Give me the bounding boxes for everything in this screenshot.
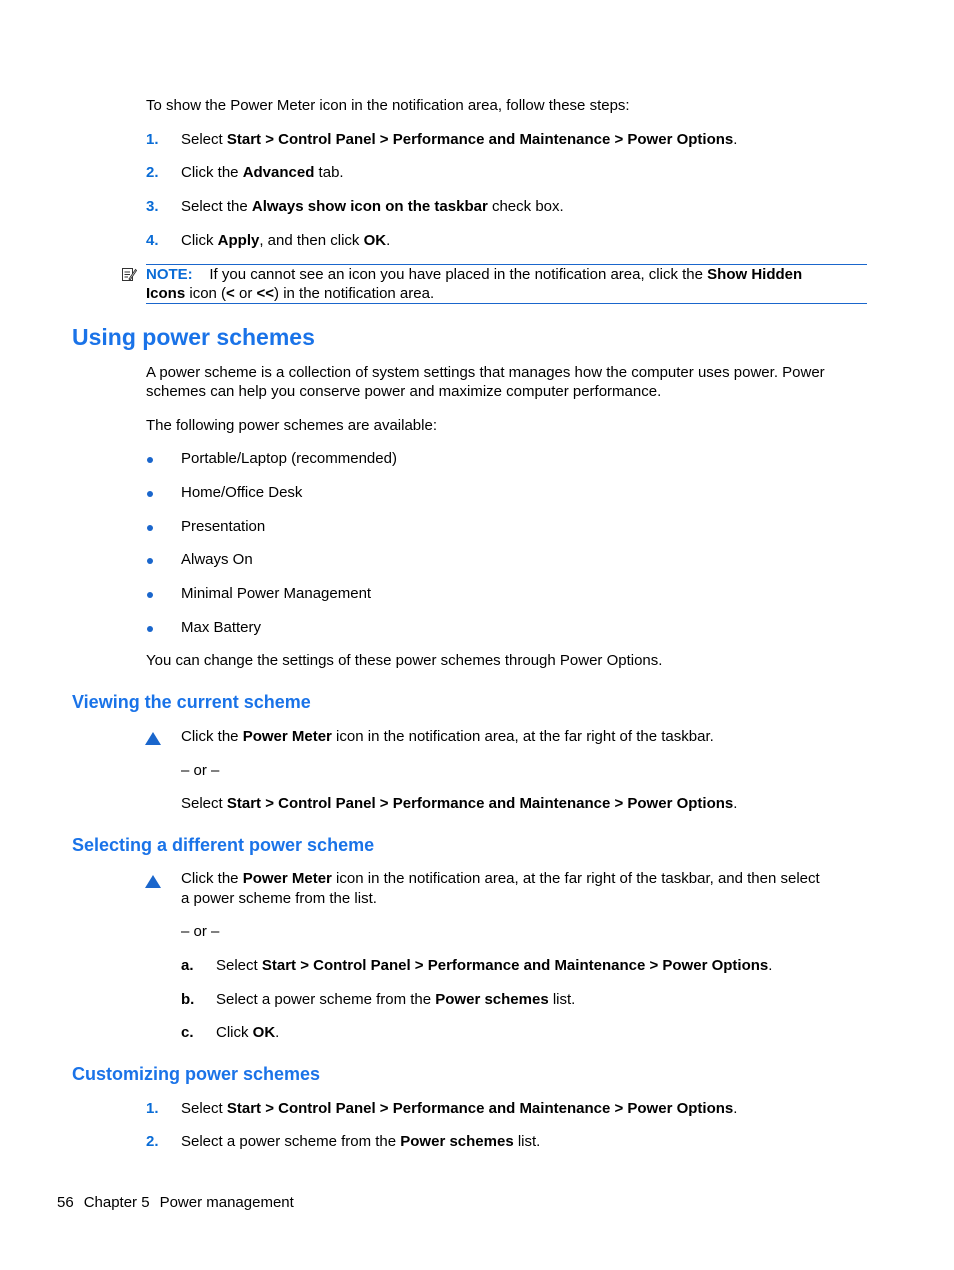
section-title: Using power schemes <box>72 324 315 350</box>
viewing-instruction: Click the Power Meter icon in the notification area, at the far right of the taskbar. <box>181 728 714 745</box>
scheme-item: Minimal Power Management <box>181 585 372 602</box>
scheme-item: Always On <box>181 551 253 568</box>
scheme-item: Presentation <box>181 518 266 535</box>
scheme-item: Home/Office Desk <box>181 484 303 501</box>
note-pencil-icon <box>121 266 137 282</box>
step-text: Click Apply, and then click OK. <box>181 232 391 249</box>
step-number: 3. <box>146 198 159 215</box>
viewing-alt-instruction: Select Start > Control Panel > Performance and Maintenance > Power Options. <box>181 795 738 812</box>
substep-text: Select a power scheme from the Power schemes list. <box>216 991 576 1008</box>
note-line-1: NOTE: If you cannot see an icon you have placed in the notification area, click the Show Hidden <box>146 266 803 283</box>
step-text: Select a power scheme from the Power schemes list. <box>181 1133 541 1150</box>
customizing-heading: Customizing power schemes <box>72 1064 321 1084</box>
note-label: NOTE: <box>146 266 193 283</box>
change-note: You can change the settings of these power schemes through Power Options. <box>146 652 663 669</box>
scheme-item: Portable/Laptop (recommended) <box>181 450 397 467</box>
step-text: Select Start > Control Panel > Performance and Maintenance > Power Options. <box>181 131 738 148</box>
available-label: The following power schemes are available: <box>146 417 437 434</box>
step-number: 2. <box>146 1133 159 1150</box>
step-text: Click the Advanced tab. <box>181 164 344 181</box>
or-separator: – or – <box>181 762 220 779</box>
substep-letter: a. <box>181 957 194 974</box>
step-number: 1. <box>146 131 159 148</box>
viewing-heading: Viewing the current scheme <box>72 692 311 712</box>
substep-text: Select Start > Control Panel > Performance and Maintenance > Power Options. <box>216 957 773 974</box>
bullet-dot <box>147 558 153 564</box>
selecting-heading: Selecting a different power scheme <box>72 835 375 855</box>
substep-letter: c. <box>181 1024 194 1041</box>
substep-letter: b. <box>181 991 195 1008</box>
scheme-description: A power scheme is a collection of system settings that manages how the computer uses power. Power <box>146 364 825 381</box>
page-footer <box>57 1193 304 1212</box>
scheme-description: schemes can help you conserve power and maximize computer performance. <box>146 383 662 400</box>
step-number: 4. <box>146 232 159 249</box>
bullet-dot <box>147 457 153 463</box>
bullet-dot <box>147 491 153 497</box>
step-number: 2. <box>146 164 159 181</box>
selecting-instruction-cont: a power scheme from the list. <box>181 890 377 907</box>
page-number: 56 <box>57 1194 74 1211</box>
triangle-bullet-icon <box>145 732 161 745</box>
step-text: Select the Always show icon on the taskbar check box. <box>181 198 564 215</box>
selecting-instruction: Click the Power Meter icon in the notification area, at the far right of the taskbar, and then select <box>181 870 820 887</box>
intro-text: To show the Power Meter icon in the notification area, follow these steps: <box>146 97 630 114</box>
chapter-label: Chapter 5 <box>83 1194 150 1211</box>
step-number: 1. <box>146 1100 159 1117</box>
triangle-bullet-icon <box>145 875 161 888</box>
or-separator: – or – <box>181 923 220 940</box>
bullet-dot <box>147 626 153 632</box>
note-line-2: Icons icon (< or <<) in the notification area. <box>146 285 435 302</box>
substep-text: Click OK. <box>216 1024 280 1041</box>
bullet-dot <box>147 592 153 598</box>
chapter-title: Power management <box>159 1194 294 1211</box>
step-text: Select Start > Control Panel > Performance and Maintenance > Power Options. <box>181 1100 738 1117</box>
scheme-item: Max Battery <box>181 619 262 636</box>
bullet-dot <box>147 525 153 531</box>
